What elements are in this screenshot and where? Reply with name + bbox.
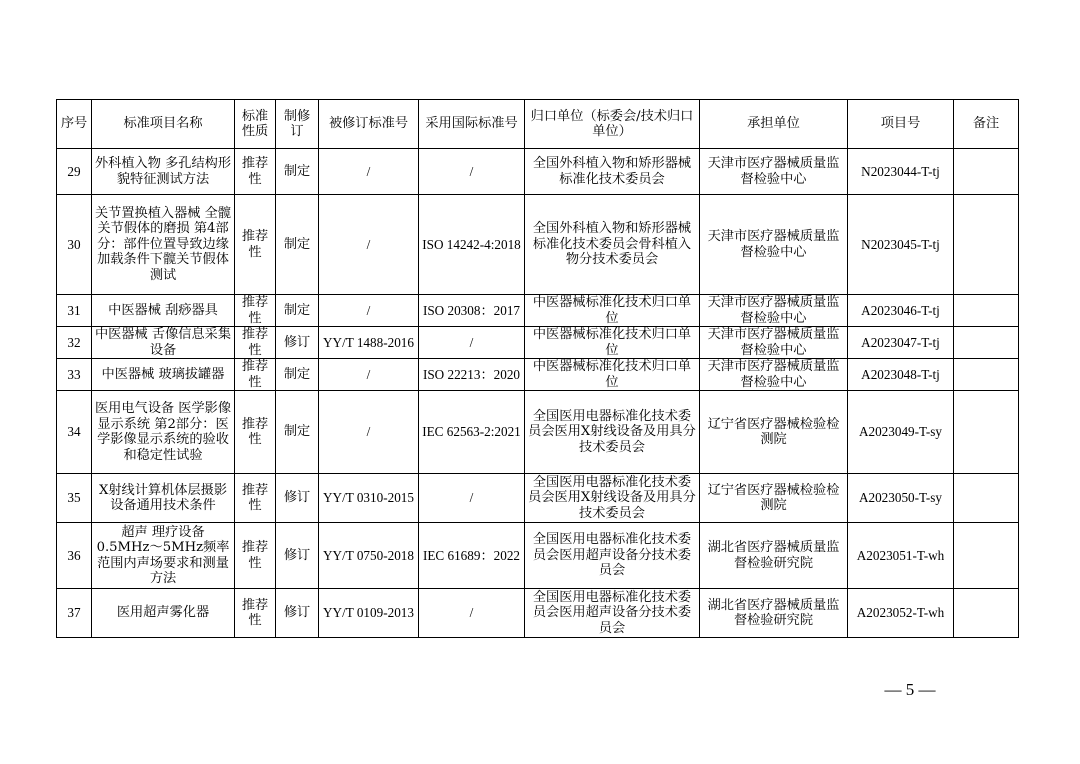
cell-revised-standard: /	[319, 391, 419, 474]
cell-remark	[954, 327, 1019, 359]
header-cell: 承担单位	[700, 100, 848, 149]
table-row	[57, 359, 1019, 391]
cell-revised-standard: YY/T 0750-2018	[319, 523, 419, 589]
cell-nature: 推荐性	[235, 391, 276, 474]
cell-intl-standard: ISO 20308：2017	[419, 295, 525, 327]
header-cell: 序号	[57, 100, 92, 149]
cell-project-name: 中医器械 舌像信息采集设备	[92, 327, 235, 359]
cell-revised-standard: /	[319, 295, 419, 327]
cell-revised-standard: /	[319, 359, 419, 391]
cell-type: 修订	[276, 474, 319, 523]
table-row	[57, 327, 1019, 359]
header-cell: 备注	[954, 100, 1019, 149]
cell-committee: 全国医用电器标准化技术委员会医用超声设备分技术委员会	[525, 589, 700, 638]
cell-committee: 全国外科植入物和矫形器械标准化技术委员会	[525, 149, 700, 195]
cell-undertaker: 天津市医疗器械质量监督检验中心	[700, 327, 848, 359]
table-row	[57, 589, 1019, 638]
cell-seq: 33	[57, 359, 92, 391]
cell-remark	[954, 149, 1019, 195]
cell-committee: 中医器械标准化技术归口单位	[525, 295, 700, 327]
cell-project-number: N2023045-T-tj	[848, 195, 954, 295]
cell-project-number: A2023046-T-tj	[848, 295, 954, 327]
cell-project-name: 超声 理疗设备 0.5MHz～5MHz频率范围内声场要求和测量方法	[92, 523, 235, 589]
cell-nature: 推荐性	[235, 589, 276, 638]
cell-nature: 推荐性	[235, 195, 276, 295]
cell-nature: 推荐性	[235, 327, 276, 359]
cell-remark	[954, 589, 1019, 638]
page-number: — 5 —	[884, 680, 936, 699]
cell-project-number: A2023047-T-tj	[848, 327, 954, 359]
cell-intl-standard: IEC 61689：2022	[419, 523, 525, 589]
cell-project-name: 医用电气设备 医学影像显示系统 第2部分：医学影像显示系统的验收和稳定性试验	[92, 391, 235, 474]
cell-remark	[954, 523, 1019, 589]
cell-undertaker: 辽宁省医疗器械检验检测院	[700, 474, 848, 523]
cell-type: 修订	[276, 589, 319, 638]
cell-seq: 37	[57, 589, 92, 638]
header-cell: 标准项目名称	[92, 100, 235, 149]
cell-committee: 全国医用电器标准化技术委员会医用超声设备分技术委员会	[525, 523, 700, 589]
standards-project-table	[56, 99, 1019, 638]
cell-type: 修订	[276, 523, 319, 589]
cell-nature: 推荐性	[235, 359, 276, 391]
cell-remark	[954, 474, 1019, 523]
cell-undertaker: 天津市医疗器械质量监督检验中心	[700, 359, 848, 391]
cell-intl-standard: /	[419, 589, 525, 638]
cell-project-number: A2023050-T-sy	[848, 474, 954, 523]
cell-project-number: A2023048-T-tj	[848, 359, 954, 391]
cell-intl-standard: ISO 22213：2020	[419, 359, 525, 391]
cell-project-number: A2023051-T-wh	[848, 523, 954, 589]
table-header-row	[57, 100, 1019, 149]
cell-seq: 31	[57, 295, 92, 327]
header-cell: 标准性质	[235, 100, 276, 149]
cell-committee: 中医器械标准化技术归口单位	[525, 359, 700, 391]
cell-revised-standard: /	[319, 195, 419, 295]
header-cell: 制修订	[276, 100, 319, 149]
cell-revised-standard: YY/T 0109-2013	[319, 589, 419, 638]
header-cell: 被修订标准号	[319, 100, 419, 149]
cell-undertaker: 辽宁省医疗器械检验检测院	[700, 391, 848, 474]
cell-nature: 推荐性	[235, 523, 276, 589]
cell-seq: 35	[57, 474, 92, 523]
cell-nature: 推荐性	[235, 474, 276, 523]
cell-committee: 全国外科植入物和矫形器械标准化技术委员会骨科植入物分技术委员会	[525, 195, 700, 295]
cell-remark	[954, 295, 1019, 327]
cell-type: 制定	[276, 359, 319, 391]
cell-project-number: N2023044-T-tj	[848, 149, 954, 195]
cell-committee: 全国医用电器标准化技术委员会医用X射线设备及用具分技术委员会	[525, 391, 700, 474]
cell-revised-standard: /	[319, 149, 419, 195]
header-cell: 采用国际标准号	[419, 100, 525, 149]
table-row	[57, 474, 1019, 523]
cell-undertaker: 湖北省医疗器械质量监督检验研究院	[700, 589, 848, 638]
table-row	[57, 195, 1019, 295]
cell-remark	[954, 391, 1019, 474]
cell-seq: 29	[57, 149, 92, 195]
cell-project-name: 医用超声雾化器	[92, 589, 235, 638]
cell-project-name: 中医器械 玻璃拔罐器	[92, 359, 235, 391]
cell-type: 制定	[276, 149, 319, 195]
cell-intl-standard: IEC 62563-2:2021	[419, 391, 525, 474]
cell-project-name: 外科植入物 多孔结构形貌特征测试方法	[92, 149, 235, 195]
cell-remark	[954, 359, 1019, 391]
cell-undertaker: 湖北省医疗器械质量监督检验研究院	[700, 523, 848, 589]
table-row	[57, 523, 1019, 589]
cell-project-number: A2023049-T-sy	[848, 391, 954, 474]
cell-nature: 推荐性	[235, 149, 276, 195]
cell-type: 修订	[276, 327, 319, 359]
cell-nature: 推荐性	[235, 295, 276, 327]
cell-remark	[954, 195, 1019, 295]
cell-seq: 34	[57, 391, 92, 474]
cell-committee: 中医器械标准化技术归口单位	[525, 327, 700, 359]
cell-project-name: 关节置换植入器械 全髋关节假体的磨损 第4部分：部件位置导致边缘加载条件下髋关节假体测试	[92, 195, 235, 295]
cell-project-number: A2023052-T-wh	[848, 589, 954, 638]
header-cell: 归口单位（标委会/技术归口单位）	[525, 100, 700, 149]
cell-revised-standard: YY/T 0310-2015	[319, 474, 419, 523]
table-row	[57, 295, 1019, 327]
cell-undertaker: 天津市医疗器械质量监督检验中心	[700, 149, 848, 195]
cell-seq: 32	[57, 327, 92, 359]
cell-committee: 全国医用电器标准化技术委员会医用X射线设备及用具分技术委员会	[525, 474, 700, 523]
cell-undertaker: 天津市医疗器械质量监督检验中心	[700, 195, 848, 295]
cell-revised-standard: YY/T 1488-2016	[319, 327, 419, 359]
cell-intl-standard: /	[419, 149, 525, 195]
table-row	[57, 149, 1019, 195]
table-row	[57, 391, 1019, 474]
cell-seq: 36	[57, 523, 92, 589]
cell-intl-standard: /	[419, 474, 525, 523]
cell-project-name: X射线计算机体层摄影设备通用技术条件	[92, 474, 235, 523]
cell-intl-standard: /	[419, 327, 525, 359]
cell-type: 制定	[276, 295, 319, 327]
header-cell: 项目号	[848, 100, 954, 149]
cell-undertaker: 天津市医疗器械质量监督检验中心	[700, 295, 848, 327]
cell-seq: 30	[57, 195, 92, 295]
cell-type: 制定	[276, 391, 319, 474]
cell-project-name: 中医器械 刮痧器具	[92, 295, 235, 327]
cell-type: 制定	[276, 195, 319, 295]
cell-intl-standard: ISO 14242-4:2018	[419, 195, 525, 295]
